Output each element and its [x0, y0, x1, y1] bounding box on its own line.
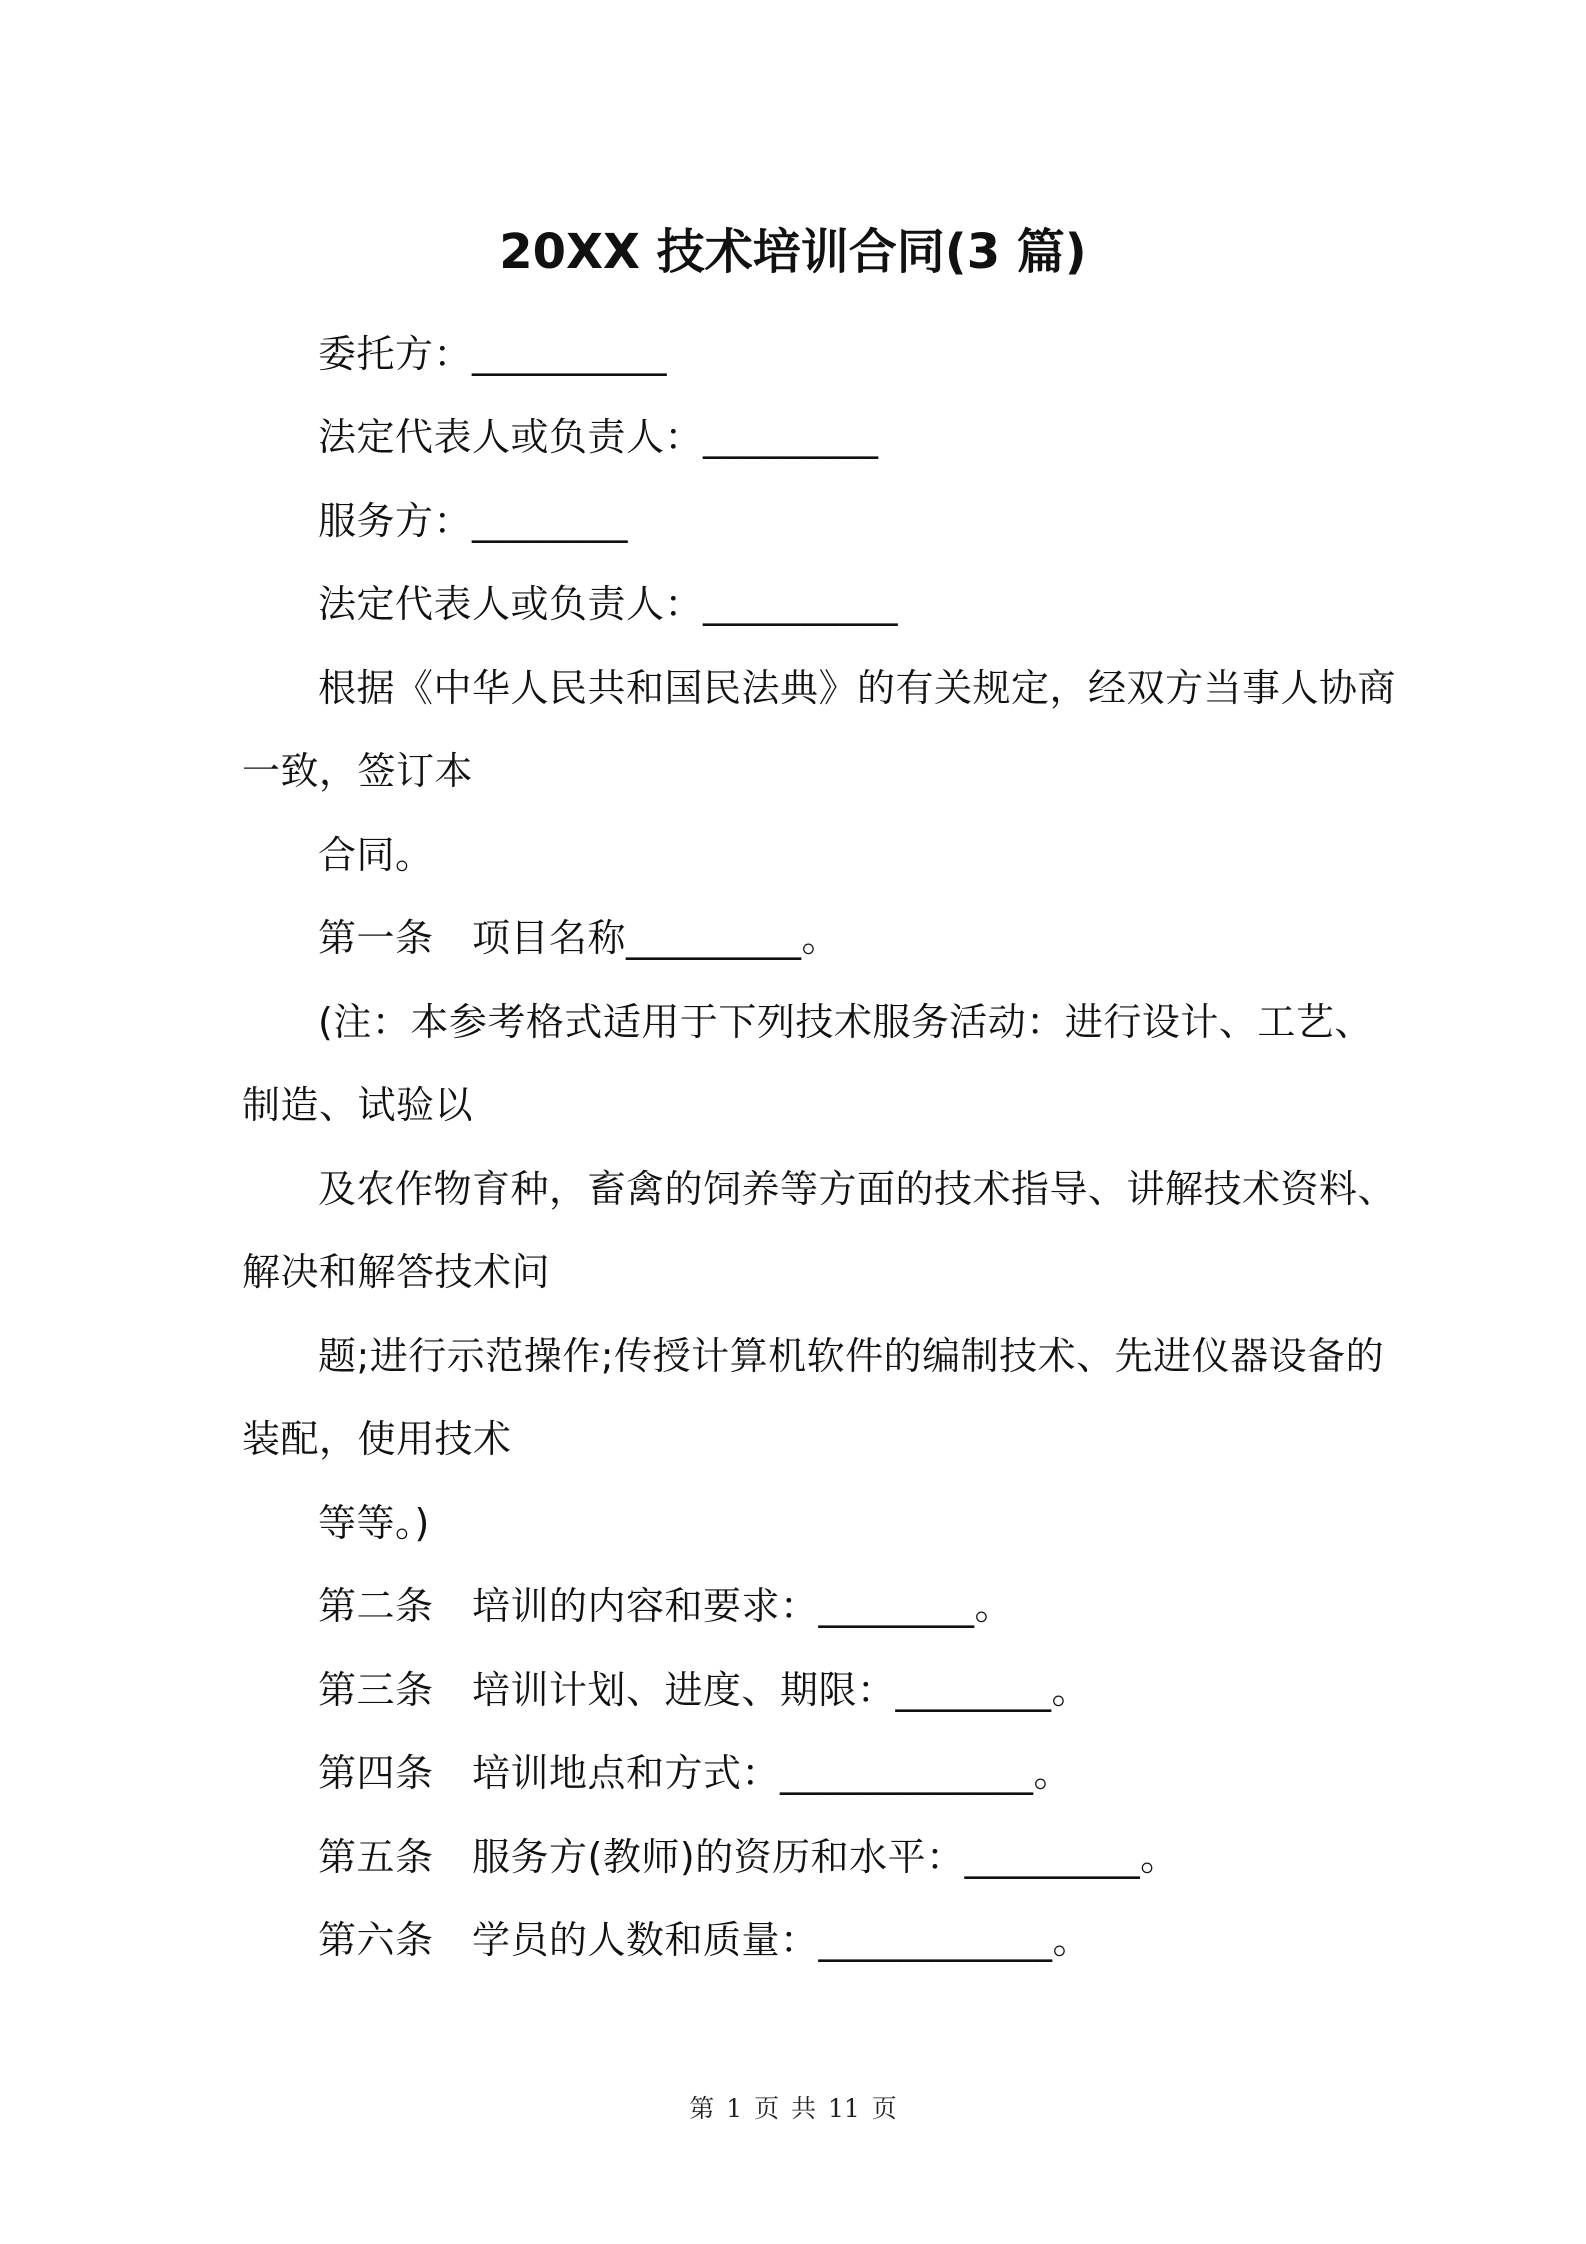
service-representative-line: 法定代表人或负责人：__________ — [318, 582, 899, 626]
document-title: 20XX 技术培训合同(3 篇) — [499, 224, 1087, 280]
party-client-line: 委托方：__________ — [318, 332, 668, 376]
client-representative-line: 法定代表人或负责人：_________ — [318, 415, 879, 459]
note-line-1: (注：本参考格式适用于下列技术服务活动：进行设计、工艺、 — [318, 1000, 1373, 1044]
note-line-2: 制造、试验以 — [242, 1083, 474, 1127]
preamble-line-2: 一致，签订本 — [242, 749, 474, 793]
note-line-4: 解决和解答技术问 — [242, 1250, 551, 1294]
article-5-line: 第五条 服务方(教师)的资历和水平：_________。 — [318, 1835, 1179, 1879]
note-line-6: 装配，使用技术 — [242, 1417, 512, 1461]
article-4-line: 第四条 培训地点和方式：_____________。 — [318, 1751, 1073, 1795]
article-6-line: 第六条 学员的人数和质量：____________。 — [318, 1918, 1092, 1962]
party-service-line: 服务方：________ — [318, 499, 629, 543]
article-2-line: 第二条 培训的内容和要求：________。 — [318, 1584, 1014, 1628]
page-number-footer: 第 1 页 共 11 页 — [689, 2094, 897, 2123]
note-line-7: 等等。) — [318, 1501, 430, 1545]
note-line-5: 题;进行示范操作;传授计算机软件的编制技术、先进仪器设备的 — [318, 1334, 1385, 1378]
article-1-line: 第一条 项目名称_________。 — [318, 916, 841, 960]
note-line-3: 及农作物育种，畜禽的饲养等方面的技术指导、讲解技术资料、 — [318, 1167, 1397, 1211]
preamble-line-3: 合同。 — [318, 833, 434, 877]
article-3-line: 第三条 培训计划、进度、期限：________。 — [318, 1668, 1091, 1712]
preamble-line-1: 根据《中华人民共和国民法典》的有关规定，经双方当事人协商 — [318, 666, 1397, 710]
